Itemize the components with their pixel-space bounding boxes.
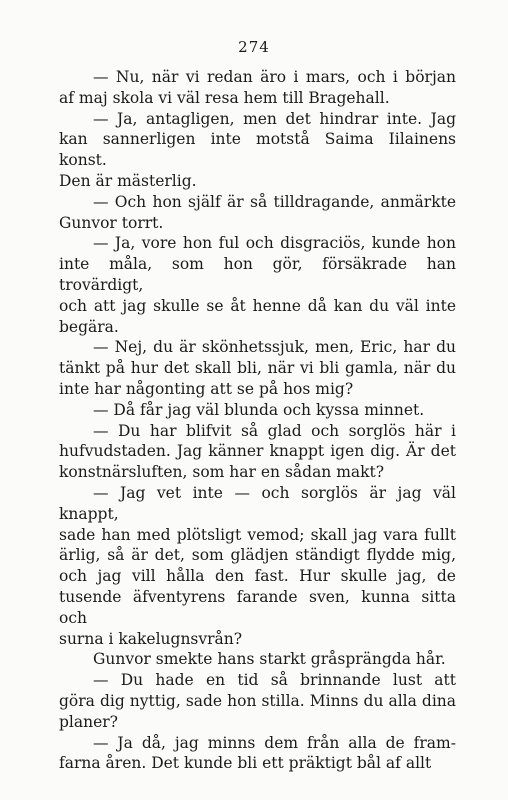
text-line: och att jag skulle se åt henne då kan du väl inte	[59, 296, 456, 315]
text-line: — Nu, när vi redan äro i mars, och i början	[93, 68, 456, 86]
text-line: Gunvor smekte hans starkt gråsprängda hår.	[93, 650, 446, 669]
text-line: sade han med plötsligt vemod; skall jag vara fullt	[59, 525, 456, 544]
text-line: konstnärsluften, som har en sådan makt?	[59, 463, 385, 482]
paragraph	[59, 400, 456, 421]
text-line: — Ja, vore hon ful och disgraciös, kunde hon	[93, 234, 456, 253]
text-line: — Du hade en tid så brinnande lust att	[93, 671, 456, 690]
text-line: — Du har blifvit så glad och sorglös här i	[93, 421, 456, 440]
text-line: — Jag vet inte — och sorglös är jag väl knappt,	[59, 483, 456, 523]
paragraph	[59, 421, 456, 483]
text-line: Den är mästerlig.	[59, 171, 197, 190]
text-line: planer?	[59, 712, 118, 731]
text-line: begära.	[59, 317, 119, 336]
text-line: — Ja då, jag minns dem från alla de fram-	[93, 733, 456, 752]
text-line: tusende äfventyrens farande sven, kunna sitta och	[59, 587, 456, 627]
paragraph	[59, 733, 456, 775]
text-line: — Nej, du är skönhetssjuk, men, Eric, har du	[93, 338, 456, 357]
text-line: af maj skola vi väl resa hem till Bragehall.	[59, 88, 390, 107]
paragraph	[59, 337, 456, 399]
text-line: tänkt på hur det skall bli, när vi bli gamla, när du	[59, 359, 456, 378]
paragraph	[59, 670, 456, 732]
text-line: hufvudstaden. Jag känner knappt igen dig. Är det	[59, 442, 456, 461]
text-line: och jag vill hålla den fast. Hur skulle jag, de	[59, 567, 456, 586]
text-line: göra dig nyttig, sade hon stilla. Minns du alla dina	[59, 691, 456, 710]
text-line: surna i kakelugnsvrån?	[59, 629, 243, 648]
page-number: 274	[238, 38, 270, 56]
paragraph	[59, 109, 456, 192]
text-line: — Ja, antagligen, men det hindrar inte. Jag	[93, 109, 456, 128]
paragraph	[59, 649, 456, 670]
text-line: — Då får jag väl blunda och kyssa minnet.	[93, 400, 425, 419]
text-line: — Och hon själf är så tilldragande, anmärkte	[93, 192, 456, 211]
text-line: ärlig, så är det, som glädjen ständigt flydde mig,	[59, 546, 456, 565]
body-text	[59, 67, 456, 774]
paragraph	[59, 483, 456, 649]
text-line: inte har någonting att se på hos mig?	[59, 379, 354, 398]
text-line: Gunvor torrt.	[59, 213, 164, 232]
text-line: inte måla, som hon gör, försäkrade han trovärdigt,	[59, 255, 456, 294]
text-line: kan sannerligen inte motstå Saima Iilainens konst.	[59, 130, 456, 170]
paragraph	[59, 192, 456, 234]
paragraph	[59, 233, 456, 337]
text-line: farna åren. Det kunde bli ett präktigt bål af allt	[59, 754, 432, 773]
paragraph	[59, 67, 456, 109]
